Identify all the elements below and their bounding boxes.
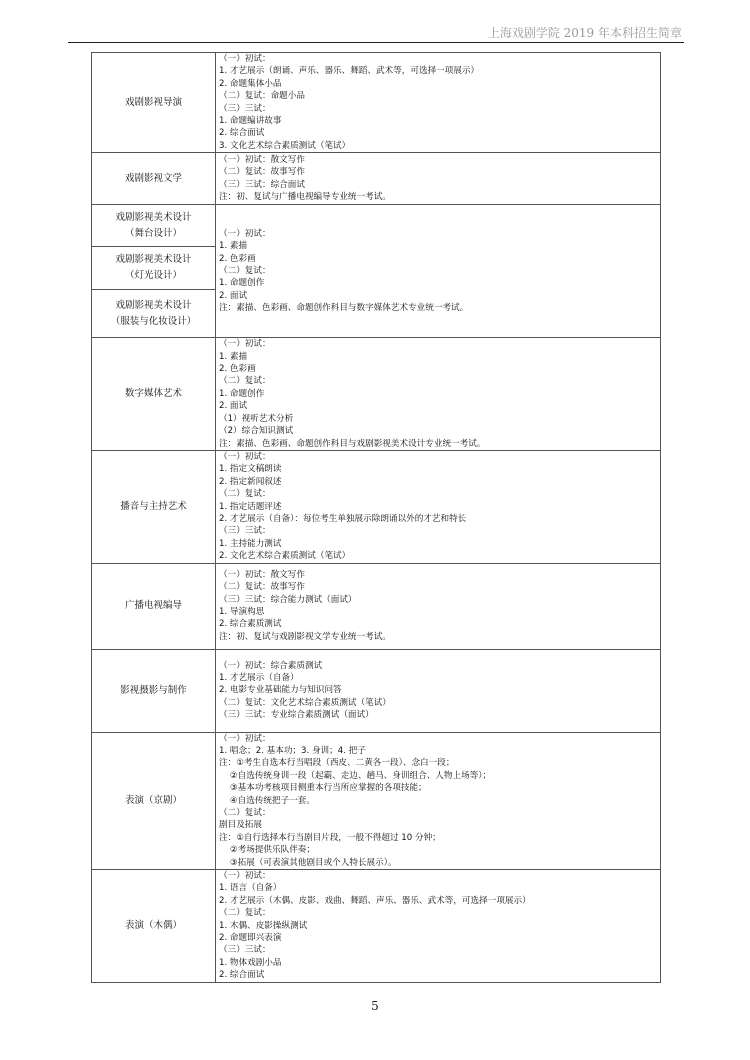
detail-line: （三）三试：: [219, 945, 271, 956]
major-name: 数字媒体艺术: [124, 388, 182, 400]
major-subtitle: （灯光设计）: [124, 270, 182, 282]
detail-line: 2. 综合面试: [219, 128, 265, 139]
detail-line: （二）复试：命题小品: [219, 91, 305, 102]
exam-details: [216, 870, 661, 983]
detail-line: （二）复试：: [219, 266, 271, 277]
detail-line: （一）初试：综合素质测试: [219, 660, 323, 671]
detail-line: （一）初试：散文写作: [219, 154, 305, 165]
detail-line: （一）初试：: [219, 871, 271, 882]
detail-line: ③基本功考核项目侧重本行当所应掌握的各项技能；: [219, 783, 427, 794]
table-row: [92, 563, 661, 649]
major-cell: [92, 153, 216, 205]
detail-line: （二）复试：: [219, 908, 271, 919]
detail-line: （一）初试：: [219, 228, 271, 239]
detail-line: 2. 命题即兴表演: [219, 933, 282, 944]
detail-line: 1. 指定话题评述: [219, 501, 282, 512]
table-row: [92, 450, 661, 563]
major-name: 戏剧影视美术设计: [115, 254, 192, 266]
major-subtitle: （服装与化妆设计）: [110, 315, 197, 327]
detail-line: 1. 物体戏剧小品: [219, 957, 282, 968]
detail-line: 注：①考生自选本行当唱段（西皮、二黄各一段）、念白一段；: [219, 758, 455, 769]
exam-details: [216, 450, 661, 563]
table-row: [92, 732, 661, 869]
major-cell: [92, 53, 216, 153]
detail-line: 2. 才艺展示（木偶、皮影、戏曲、舞蹈、声乐、器乐、武术等，可选择一项展示）: [219, 895, 531, 906]
detail-line: （一）初试：: [219, 54, 271, 64]
exam-details: [216, 53, 661, 153]
detail-line: （三）三试：综合能力测试（面试）: [219, 594, 357, 605]
detail-line: （2）综合知识测试: [219, 426, 294, 437]
detail-line: 1. 命题创作: [219, 388, 265, 399]
detail-line: （1）视听艺术分析: [219, 413, 294, 424]
exam-details: [216, 732, 661, 869]
detail-line: 2. 电影专业基础能力与知识问答: [219, 685, 342, 696]
detail-line: ④自选传统把子一套。: [219, 795, 315, 806]
detail-line: （二）复试：故事写作: [219, 582, 305, 593]
detail-line: （一）初试：散文写作: [219, 569, 305, 580]
detail-line: 1. 语言（自备）: [219, 883, 282, 894]
detail-line: 1. 主持能力测试: [219, 538, 282, 549]
detail-line: 注：初、复试与戏剧影视文学专业统一考试。: [219, 631, 391, 642]
detail-line: （二）复试：: [219, 489, 271, 500]
detail-line: （三）三试：: [219, 526, 271, 537]
page-number: 5: [371, 999, 379, 1013]
table-row: [92, 649, 661, 732]
major-name: 播音与主持艺术: [120, 500, 187, 512]
major-cell: [92, 870, 216, 983]
detail-line: 注：素描、色彩画、命题创作科目与数字媒体艺术专业统一考试。: [219, 303, 469, 314]
exam-details: [216, 338, 661, 451]
detail-line: 1. 命题编讲故事: [219, 116, 282, 127]
detail-line: 注：素描、色彩画、命题创作科目与戏剧影视美术设计专业统一考试。: [219, 438, 486, 449]
detail-line: 剧目及拓展: [219, 820, 262, 831]
detail-line: 2. 面试: [219, 401, 248, 412]
detail-line: 2. 色彩画: [219, 364, 256, 375]
major-name: 广播电视编导: [124, 600, 182, 612]
detail-line: 2. 指定新闻叙述: [219, 476, 282, 487]
detail-line: 1. 指定文稿朗读: [219, 464, 282, 475]
detail-line: （二）复试：: [219, 376, 271, 387]
detail-line: 注：初、复试与广播电视编导专业统一考试。: [219, 192, 391, 203]
major-cell: [92, 338, 216, 451]
major-cell: [92, 649, 216, 732]
major-cell: [92, 732, 216, 869]
detail-line: （二）复试：文化艺术综合素质测试（笔试）: [219, 697, 391, 708]
detail-line: 2. 才艺展示（自备）：每位考生单独展示除朗诵以外的才艺和特长: [219, 513, 467, 524]
major-cell: [92, 247, 216, 290]
table-row: [92, 870, 661, 983]
detail-line: ②考场提供乐队伴奏；: [219, 845, 315, 856]
major-cell: [92, 450, 216, 563]
exam-details: [216, 563, 661, 649]
detail-line: 1. 木偶、皮影操纵测试: [219, 920, 308, 931]
detail-line: 1. 素描: [219, 351, 248, 362]
major-subtitle: （舞台设计）: [124, 227, 182, 239]
detail-line: 2. 面试: [219, 290, 248, 301]
page-header: 上海戏剧学院 2019 年本科招生简章: [487, 26, 682, 40]
major-name: 戏剧影视导演: [124, 96, 182, 108]
table-row: [92, 205, 661, 247]
detail-line: （一）初试：: [219, 339, 271, 350]
exam-details: [216, 205, 661, 338]
detail-line: 2. 色彩画: [219, 253, 256, 264]
major-name: 戏剧影视美术设计: [115, 299, 192, 311]
detail-line: 3. 文化艺术综合素质测试（笔试）: [219, 140, 351, 151]
detail-line: 2. 文化艺术综合素质测试（笔试）: [219, 551, 351, 562]
detail-line: 1. 才艺展示（自备）: [219, 672, 299, 683]
detail-line: 2. 综合素质测试: [219, 619, 282, 630]
major-name: 影视摄影与制作: [120, 684, 187, 696]
detail-line: 1. 素描: [219, 241, 248, 252]
detail-line: （二）复试：故事写作: [219, 167, 305, 178]
major-name: 戏剧影视文学: [124, 172, 182, 184]
detail-line: 1. 才艺展示（朗诵、声乐、器乐、舞蹈、武术等，可选择一项展示）: [219, 66, 480, 77]
detail-line: 注：①自行选择本行当剧目片段，一般不得超过 10 分钟；: [219, 832, 441, 843]
table-row: [92, 338, 661, 451]
table-row: [92, 53, 661, 153]
detail-line: 1. 唱念；2. 基本功；3. 身训；4. 把子: [219, 745, 366, 756]
major-cell: [92, 290, 216, 338]
detail-line: 1. 导演构思: [219, 607, 265, 618]
detail-line: （三）三试：专业综合素质测试（面试）: [219, 710, 374, 721]
detail-line: （一）初试：: [219, 733, 271, 744]
detail-line: ③拓展（可表演其他剧目或个人特长展示）。: [219, 857, 397, 868]
detail-line: 2. 综合面试: [219, 970, 265, 981]
detail-line: 2. 命题集体小品: [219, 78, 282, 89]
major-cell: [92, 205, 216, 247]
table-row: [92, 153, 661, 205]
major-name: 表演（京剧）: [124, 794, 182, 806]
detail-line: （三）三试：综合面试: [219, 179, 305, 190]
exam-details: [216, 649, 661, 732]
detail-line: ②自选传统身训一段（起霸、走边、趟马、身训组合、人物上场等）；: [219, 770, 492, 781]
major-name: 戏剧影视美术设计: [115, 211, 192, 223]
exam-details: [216, 153, 661, 205]
detail-line: （一）初试：: [219, 451, 271, 462]
major-cell: [92, 563, 216, 649]
header-divider: [68, 42, 684, 43]
detail-line: 1. 命题创作: [219, 278, 265, 289]
major-name: 表演（木偶）: [124, 919, 182, 931]
detail-line: （二）复试：: [219, 808, 271, 818]
exam-table: [91, 52, 661, 983]
detail-line: （三）三试：: [219, 103, 271, 114]
